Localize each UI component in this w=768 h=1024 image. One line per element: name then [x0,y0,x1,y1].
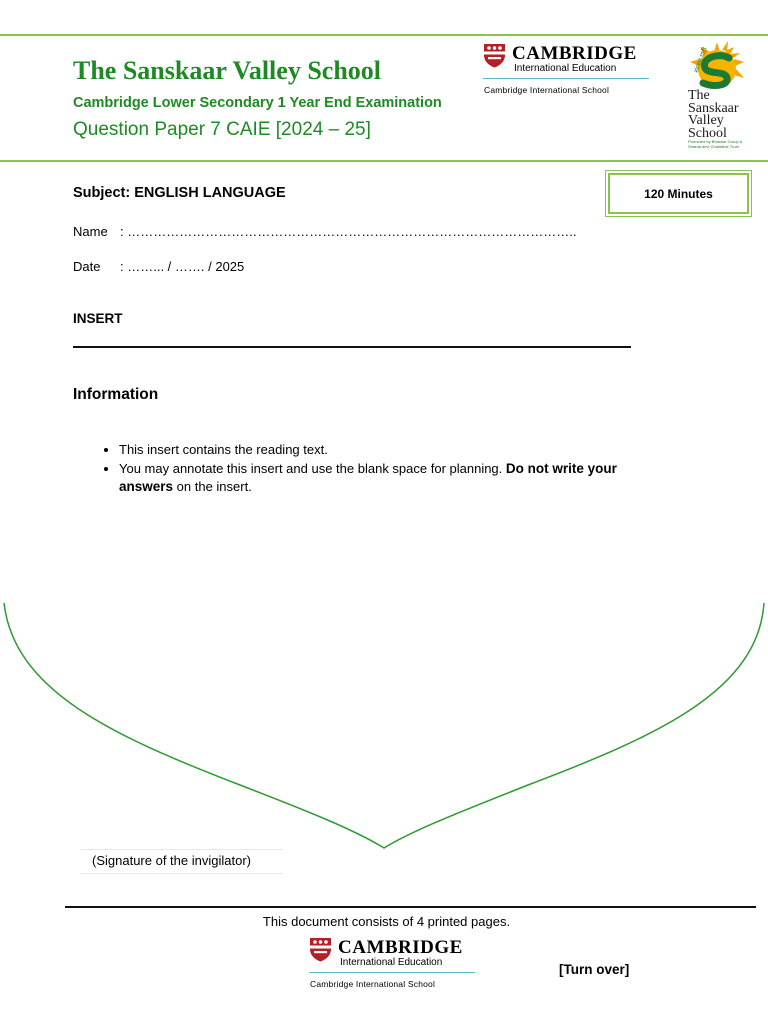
header-bottom-rule [0,160,768,162]
list-item: • You may annotate this insert and use the blank space for planning. Do not write your answers on the insert. [119,460,664,497]
insert-rule [73,346,631,348]
subject-label: Subject: ENGLISH LANGUAGE [73,185,286,201]
decorative-curve [0,595,768,855]
paper-title: Question Paper 7 CAIE [2024 – 25] [73,119,371,140]
school-logo [683,38,755,152]
date-field[interactable]: : ……... / ……. / 2025 [120,259,245,274]
school-logo-tagline: Promoted by Bhaskar Group & Sharda devi Charitable Trust [688,139,743,149]
information-list [95,441,664,497]
cambridge-subtitle: International Education [514,63,617,74]
cambridge-divider [483,78,649,79]
cambridge-wordmark: CAMBRIDGE [338,937,463,958]
pages-note: This document consists of 4 printed pages. [262,914,511,929]
cambridge-shield-icon [483,43,506,68]
cambridge-subtitle: International Education [340,957,443,968]
cambridge-shield-icon [309,937,332,962]
school-name: The Sanskaar Valley School [73,56,382,85]
cambridge-logo-footer [309,937,481,993]
footer-rule [65,906,756,908]
date-label: Date [73,259,101,274]
svg-text:संस्कार घाटी: संस्कार घाटी [693,46,709,74]
cambridge-school-line: Cambridge International School [310,979,436,989]
cambridge-divider [309,972,475,973]
invigilator-signature: (Signature of the invigilator) [80,849,282,874]
cambridge-logo-header [483,43,655,99]
header-top-rule [0,34,768,36]
name-field[interactable]: : ………………………………………………………………………………………….. [120,224,577,239]
name-label: Name [73,224,108,239]
cambridge-wordmark: CAMBRIDGE [512,43,637,64]
school-logo-name: The Sanskaar Valley School [688,88,739,141]
cambridge-school-line: Cambridge International School [484,85,610,95]
duration-box: 120 Minutes [608,173,749,214]
insert-label: INSERT [73,311,123,326]
sun-s-emblem-icon [683,38,751,94]
exam-title: Cambridge Lower Secondary 1 Year End Examination [73,95,442,111]
list-item: • This insert contains the reading text. [119,441,664,460]
turn-over-label: [Turn over] [559,962,630,977]
information-heading: Information [73,386,159,403]
